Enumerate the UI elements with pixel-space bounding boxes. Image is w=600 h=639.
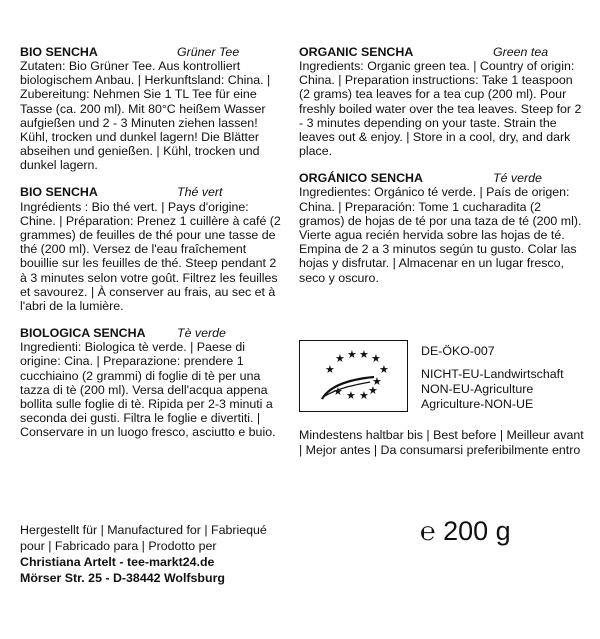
company-address: Mörser Str. 25 - D-38442 Wolfsburg xyxy=(20,571,225,585)
product-subtitle: Grüner Tee xyxy=(177,44,240,59)
product-name: BIO SENCHA xyxy=(20,185,98,200)
certification-line: NON-EU-Agriculture xyxy=(421,382,534,396)
svg-text:★: ★ xyxy=(359,348,369,361)
svg-text:★: ★ xyxy=(368,384,378,397)
section-text: Ingredienti: Biologica tè verde. | Paese di origine: Cina. | Preparazione: prendere 1 cucchiaino (2 grammi) di foglie di tè per una tazza di tè (200 ml). Versa dell'acqua appena bollita sulle foglie di tè. Ripida per 2-3 minuti a seconda dei gusti. Filtra le foglie e divertiti. | Conservare in un luogo fresco, asciutto e buio. xyxy=(20,340,276,440)
svg-text:★: ★ xyxy=(333,385,343,398)
product-subtitle: Té verde xyxy=(493,171,542,186)
section-heading xyxy=(299,42,584,59)
estimated-sign-icon: ℮ xyxy=(420,517,436,547)
product-subtitle: Thé vert xyxy=(177,185,223,200)
section-text: Ingredientes: Orgánico té verde. | País de origen: China. | Preparación: Tome 1 cucharadita (2 gramos) de hojas de té por una taza de té (200 ml). Vierte agua recién hervida sobre las hojas de té. Empina de 2 a 3 minutos según tu gusto. Colar las hojas y disfrutar. | Almacenar en un lugar fresco, seco y oscuro. xyxy=(299,185,582,285)
section-italian xyxy=(20,323,282,439)
product-name: ORGANIC SENCHA xyxy=(299,44,414,59)
manufacturer-label: Hergestellt für | Manufactured for | Fabriequé pour | Fabricado para | Prodotto per xyxy=(20,523,267,553)
svg-text:★: ★ xyxy=(359,389,369,402)
certification-text xyxy=(421,344,564,412)
eu-organic-leaf-logo-icon xyxy=(299,340,408,412)
net-weight xyxy=(420,514,511,549)
section-text: Ingrédients : Bio thé vert. | Pays d'origine: Chine. | Préparation: Prenez 1 cuillère à café (2 grammes) de feuilles de thé pour une tasse de thé (200 ml). Versez de l'eau fraîchement bouillie sur les feuilles de thé. Steep pendant 2 à 3 minutes selon votre goût. Filtrez les feuilles et savourez. | À conserver au frais, au sec et à l'abri de la lumière. xyxy=(20,199,281,314)
section-spanish xyxy=(299,168,584,284)
organic-certification xyxy=(299,338,584,418)
right-column xyxy=(299,42,584,295)
svg-text:★: ★ xyxy=(372,375,382,388)
left-column xyxy=(20,42,282,450)
weight-value: 200 g xyxy=(443,516,511,546)
product-name: BIO SENCHA xyxy=(20,44,98,59)
section-heading xyxy=(299,168,584,185)
svg-text:★: ★ xyxy=(325,363,335,376)
section-text: Zutaten: Bio Grüner Tee. Aus kontrolliert biologischem Anbau. | Herkunftsland: China. | Zubereitung: Nehmen Sie 1 TL Tee für eine Tasse (ca. 200 ml). Mit 80°C heißem Wasser aufgießen und 2 - 3 Minuten ziehen lassen! Kühl, trocken und dunkel lagern! Die Blätter abseihen und genießen. | Kühl, trocken und dunkel lagern. xyxy=(20,59,271,173)
section-english xyxy=(299,42,584,158)
certification-code: DE-ÖKO-007 xyxy=(421,344,495,358)
product-name: ORGÁNICO SENCHA xyxy=(299,171,423,186)
manufacturer-info xyxy=(20,522,290,586)
company-name: Christiana Artelt - tee-markt24.de xyxy=(20,555,215,569)
product-name: BIOLOGICA SENCHA xyxy=(20,326,146,341)
section-text: Ingredients: Organic green tea. | Country of origin: China. | Preparation instructions: Take 1 teaspoon (2 grams) tea leaves for a tea cup (200 ml). Pour freshly boiled water over the tea leaves. Steep for 2 - 3 minutes depending on your taste. Strain the leaves out & enjoy. | Store in a cool, dry, and dark place. xyxy=(299,59,582,159)
certification-line: Agriculture-NON-UE xyxy=(421,397,534,411)
svg-text:★: ★ xyxy=(347,348,357,361)
section-heading xyxy=(20,42,282,59)
svg-text:★: ★ xyxy=(371,352,381,365)
product-subtitle: Green tea xyxy=(493,44,549,59)
svg-text:★: ★ xyxy=(346,389,356,402)
best-before-text: Mindestens haltbar bis | Best before | Meilleur avant | Mejor antes | Da consumarsi preferibilmente entro xyxy=(299,428,584,457)
product-subtitle: Tè verde xyxy=(177,326,226,341)
section-french xyxy=(20,183,282,314)
certification-line: NICHT-EU-Landwirtschaft xyxy=(421,367,564,381)
section-heading xyxy=(20,183,282,200)
svg-text:★: ★ xyxy=(379,363,389,376)
section-german xyxy=(20,42,282,173)
section-heading xyxy=(20,323,282,340)
svg-text:★: ★ xyxy=(335,352,345,365)
